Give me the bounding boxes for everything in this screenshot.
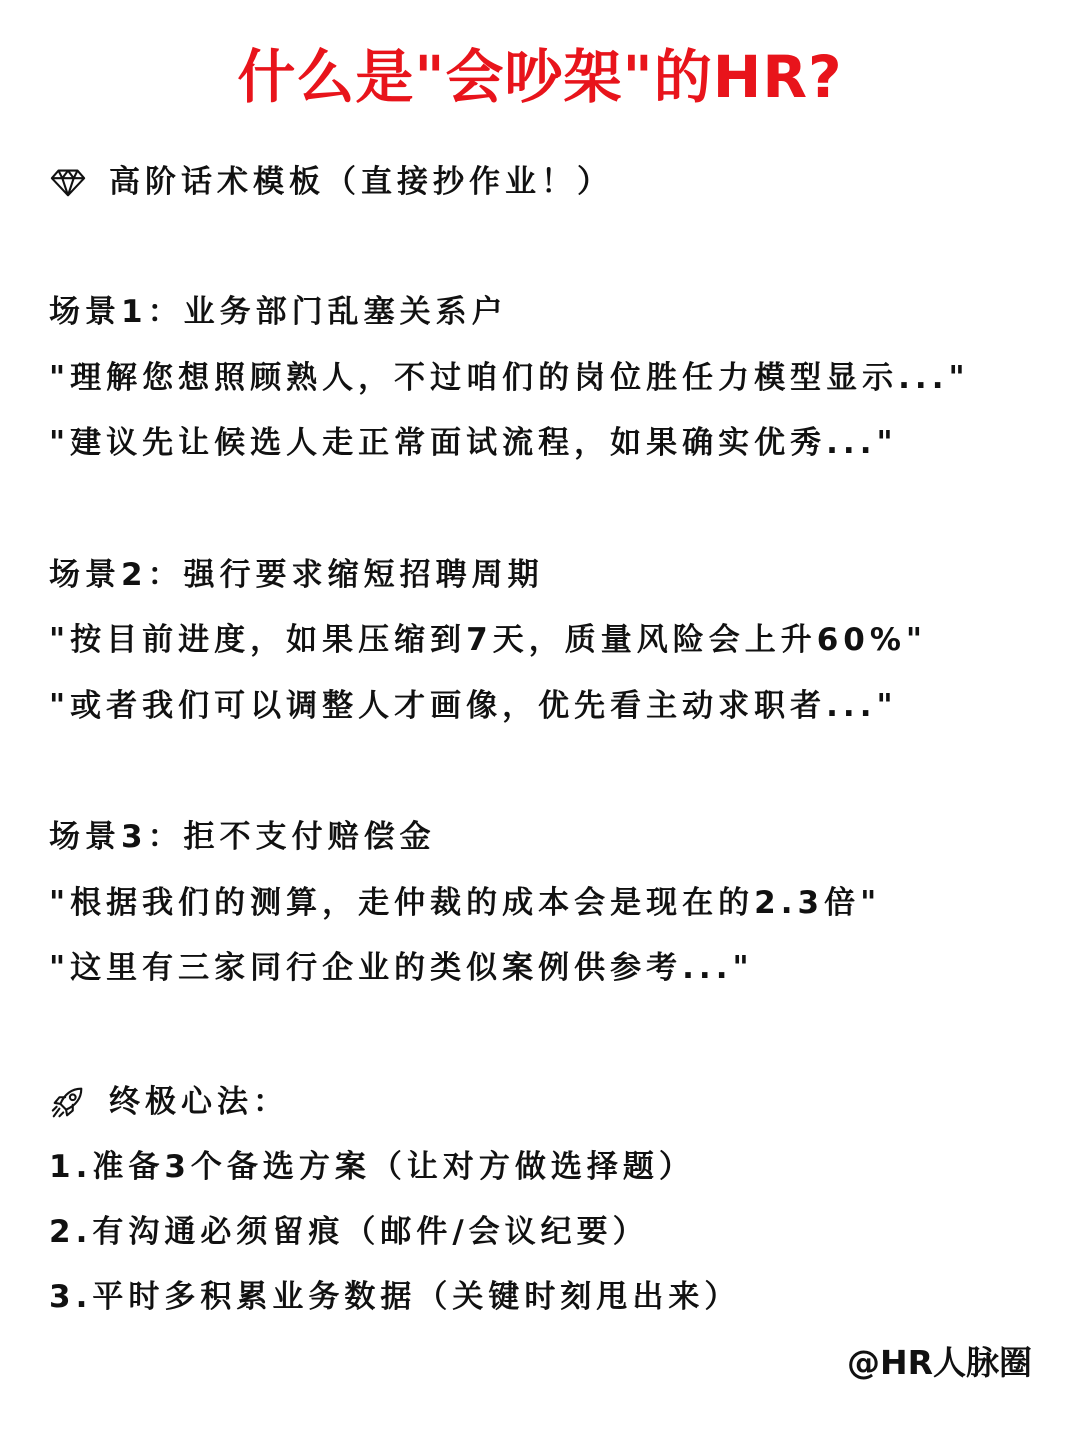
mindset-heading	[49, 1082, 289, 1122]
rocket-icon	[49, 1083, 87, 1121]
page-title: 什么是"会吵架"的HR?	[237, 43, 843, 111]
scene-1-heading: 场景1：业务部门乱塞关系户	[49, 294, 508, 330]
mindset-heading-text: 终极心法：	[109, 1084, 289, 1120]
mindset-item-2: 2.有沟通必须留痕（邮件/会议纪要）	[49, 1214, 649, 1250]
scene-2-line-1: "按目前进度，如果压缩到7天，质量风险会上升60%"	[49, 622, 928, 658]
section-heading-text: 高阶话术模板（直接抄作业！）	[109, 164, 613, 200]
scene-1-line-1: "理解您想照顾熟人，不过咱们的岗位胜任力模型显示..."	[49, 360, 970, 396]
diamond-icon	[49, 163, 87, 201]
scene-2-line-2: "或者我们可以调整人才画像，优先看主动求职者..."	[49, 688, 898, 724]
scene-3-line-1: "根据我们的测算，走仲裁的成本会是现在的2.3倍"	[49, 885, 882, 921]
scene-3-heading: 场景3：拒不支付赔偿金	[49, 819, 436, 855]
mindset-item-3: 3.平时多积累业务数据（关键时刻甩出来）	[49, 1279, 741, 1315]
section-heading	[49, 162, 613, 202]
watermark: @HR人脉圈	[846, 1343, 1032, 1382]
scene-2-heading: 场景2：强行要求缩短招聘周期	[49, 557, 544, 593]
scene-1-line-2: "建议先让候选人走正常面试流程，如果确实优秀..."	[49, 425, 898, 461]
mindset-item-1: 1.准备3个备选方案（让对方做选择题）	[49, 1149, 695, 1185]
scene-3-line-2: "这里有三家同行企业的类似案例供参考..."	[49, 950, 754, 986]
